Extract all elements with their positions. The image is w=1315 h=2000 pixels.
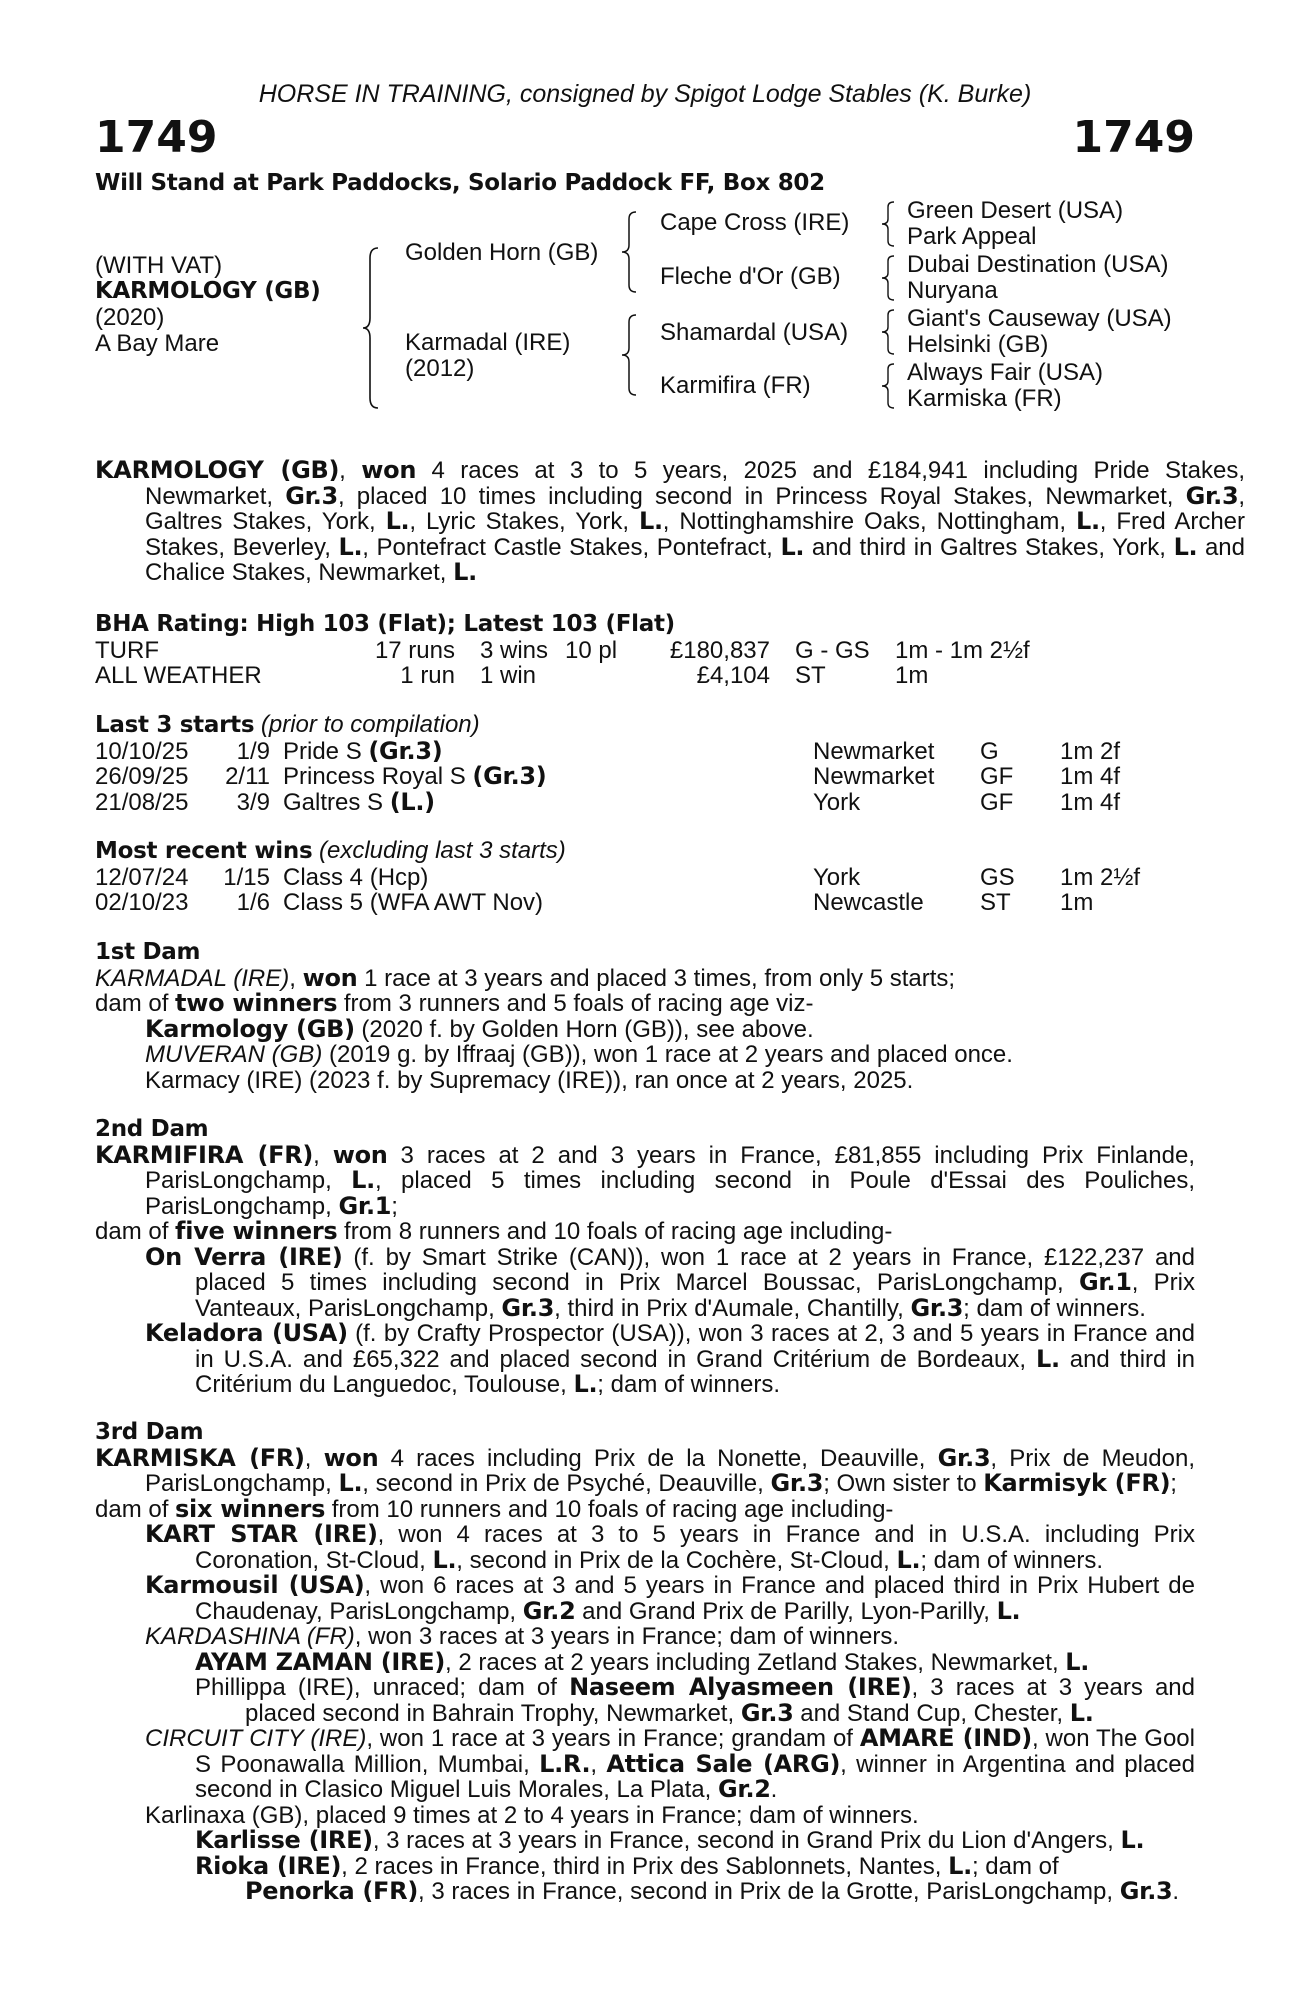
date: 02/10/23: [95, 889, 189, 916]
produce-name: Naseem Alyasmeen (IRE): [569, 1673, 912, 1701]
race-record-summary: KARMOLOGY (GB), won 4 races at 3 to 5 years, 2025 and £184,941 including Pride Stakes, Newmarket, Gr.3, placed 10 times including second in Princess Royal Stakes, Newmarket, Gr.3, Galtres Stakes, York, L., Lyric Stakes, York, L., Nottinghamshire Oaks, Nottingham, L., Fred Archer Stakes, Beverley, L., Pontefract Castle Stakes, Pontefract, L. and third in Galtres Stakes, York, L. and Chalice Stakes, Newmarket, L.: [95, 456, 1246, 586]
produce-text: , winner in Argentina and placed second in Clasico Miguel Luis Morales, La Plata,: [195, 1750, 1195, 1803]
summary-text: , Nottinghamshire Oaks, Nottingham,: [662, 508, 1076, 535]
dam-text: from 3 runners and 5 foals of racing age viz-: [337, 990, 814, 1017]
dam-text: from 10 runners and 10 foals of racing age including-: [325, 1495, 894, 1523]
stabling-location: Will Stand at Park Paddocks, Solario Paddock FF, Box 802: [95, 170, 825, 196]
recent-wins-heading-line: [95, 838, 1195, 865]
produce-name: Keladora (USA): [145, 1319, 348, 1347]
distance: 1m 2f: [1060, 737, 1121, 765]
recent-wins-section: [95, 838, 1195, 916]
produce-text: ; dam of winners.: [920, 1546, 1104, 1574]
wins: 1 win: [480, 662, 537, 689]
surface: TURF: [95, 636, 159, 664]
brace-sd: [880, 254, 896, 302]
produce-text: , 2 races at 2 years including Zetland Stakes, Newmarket,: [445, 1648, 1066, 1676]
position: 1/6: [236, 889, 270, 916]
position: 2/11: [225, 763, 270, 790]
produce-item-penorka: [95, 1879, 1195, 1905]
summary-text: 4 races at 3 to 5 years, 2025 and £184,941 including Pride Stakes, Newmarket,: [145, 457, 1245, 510]
produce-text: (2019 g. by Iffraaj (GB)), won 1 race at 2 years and placed once.: [322, 1041, 1013, 1068]
grade-badge: (Gr.3): [368, 736, 443, 765]
runs: 1 run: [400, 662, 455, 689]
pedigree-dam-dam: Karmifira (FR): [660, 372, 811, 399]
pedigree-chart: [95, 198, 1195, 423]
race: Class 5 (WFA AWT Nov): [283, 889, 544, 916]
position: 3/9: [236, 788, 270, 816]
produce-text: , 3 races at 3 years in France, second in Grand Prix du Lion d'Angers,: [372, 1827, 1121, 1854]
produce-text: and third in Critérium du Languedoc, Toulouse,: [195, 1345, 1195, 1398]
horse-year: (2020): [95, 304, 165, 331]
going: ST: [795, 662, 826, 689]
pedigree-dam: Karmadal (IRE): [405, 329, 571, 356]
recent-wins-heading: Most recent wins: [95, 838, 313, 864]
going: GS: [980, 863, 1015, 891]
grade-badge: Gr.3: [501, 1293, 555, 1322]
distance: 1m 4f: [1060, 788, 1121, 816]
produce-text: Karlinaxa (GB), placed 9 times at 2 to 4 years in France; dam of winners.: [145, 1801, 919, 1829]
listed-badge: L.: [338, 532, 363, 561]
grade-badge: Gr.3: [285, 481, 338, 510]
grade-badge: Gr.2: [522, 1596, 576, 1625]
produce-text: (f. by Crafty Prospector (USA)), won 3 races at 2, 3 and 5 years in France and in U.S.A. and £65,322 and placed second in Grand Critérium de Bordeaux,: [195, 1320, 1196, 1373]
produce-text: Karmacy (IRE) (2023 f. by Supremacy (IRE)), ran once at 2 years, 2025.: [145, 1066, 914, 1094]
pedigree-dam-year: (2012): [405, 355, 475, 382]
pedigree-dd-sire: Always Fair (USA): [907, 359, 1104, 386]
produce-name: CIRCUIT CITY (IRE): [145, 1725, 367, 1752]
last-starts-heading-line: [95, 712, 1195, 739]
course: Newcastle: [813, 889, 924, 916]
brace-ss: [880, 200, 896, 248]
dam-text: ;: [1170, 1470, 1177, 1497]
listed-badge: L.: [1035, 1344, 1060, 1373]
brace-ds: [880, 308, 896, 356]
summary-text: and Chalice Stakes, Newmarket,: [145, 533, 1246, 586]
listed-badge: L.R.: [539, 1749, 591, 1778]
produce-text: and Grand Prix de Parilly, Lyon-Parilly,: [575, 1597, 997, 1625]
listed-badge: L.: [351, 1166, 375, 1194]
earnings: £4,104: [696, 662, 770, 689]
grade-badge: Gr.3: [910, 1293, 964, 1322]
won-label: won: [332, 1140, 388, 1169]
dam-text: 3 races at 2 and 3 years in France, £81,855 including Prix Finlande, ParisLongchamp,: [145, 1141, 1195, 1194]
produce-text: .: [1172, 1878, 1180, 1905]
listed-badge: L.: [573, 1370, 598, 1398]
distance: 1m 4f: [1060, 763, 1121, 790]
rating-row-turf: [95, 638, 1195, 664]
third-dam-heading: 3rd Dam: [95, 1419, 204, 1445]
produce-name: On Verra (IRE): [145, 1242, 343, 1271]
lot-number-right: 1749: [1072, 112, 1195, 163]
winners-count: two winners: [175, 989, 338, 1017]
produce-name: KART STAR (IRE): [145, 1520, 378, 1548]
won-label: won: [361, 456, 417, 484]
produce-item-keladora: [95, 1321, 1195, 1398]
listed-badge: L.: [780, 532, 805, 561]
produce-item-circuit-city: [95, 1726, 1195, 1803]
grade-badge: Gr.3: [937, 1443, 991, 1472]
summary-text: , Pontefract Castle Stakes, Pontefract,: [362, 533, 781, 561]
listed-badge: L.: [432, 1545, 457, 1574]
last-starts-note: (prior to compilation): [260, 711, 480, 738]
grade-badge: Gr.1: [338, 1191, 392, 1220]
vat-note: (WITH VAT): [95, 252, 223, 279]
produce-text: , Prix Vanteaux, ParisLongchamp,: [195, 1269, 1195, 1322]
produce-name: KARDASHINA (FR): [145, 1623, 355, 1650]
produce-text: , won 4 races at 3 to 5 years in France and in U.S.A. including Prix Coronation, St-Cloud,: [195, 1521, 1195, 1574]
third-dam-section: [95, 1420, 1195, 1905]
dam-text: dam of: [95, 1218, 176, 1245]
grade-badge: (Gr.3): [472, 762, 547, 790]
start-row: [95, 736, 1195, 765]
grade-badge: Gr.2: [717, 1775, 771, 1803]
third-dam-produce-summary: [95, 1494, 1195, 1523]
dam-text: 1 race at 3 years and placed 3 times, from only 5 starts;: [357, 964, 956, 992]
pedigree-sire-dam: Fleche d'Or (GB): [660, 263, 841, 290]
grade-badge: Gr.1: [1078, 1268, 1132, 1296]
pedigree-sd-dam: Nuryana: [907, 277, 998, 304]
course: Newmarket: [813, 737, 935, 765]
first-dam-record: KARMADAL (IRE), won 1 race at 3 years and placed 3 times, from only 5 starts;: [95, 963, 956, 992]
produce-text: , 3 races in France, second in Prix de la Grotte, ParisLongchamp,: [418, 1878, 1120, 1905]
runs: 17 runs: [374, 636, 455, 664]
going: G: [980, 737, 999, 765]
produce-name: Karmology (GB): [145, 1014, 355, 1043]
winners-count: five winners: [175, 1217, 338, 1245]
produce-text: , 3 races at 3 years and placed second in Bahrain Trophy, Newmarket,: [245, 1674, 1195, 1727]
produce-text: (2020 f. by Golden Horn (GB)), see above.: [354, 1015, 814, 1043]
summary-text: , placed 10 times including second in Princess Royal Stakes, Newmarket,: [337, 482, 1186, 510]
pedigree-ss-dam: Park Appeal: [907, 223, 1037, 250]
dam-text: , placed 5 times including second in Poule d'Essai des Pouliches, ParisLongchamp,: [145, 1167, 1195, 1220]
produce-item-karlisse: [95, 1828, 1195, 1854]
race: Princess Royal S: [283, 763, 473, 790]
grade-badge: Gr.3: [740, 1698, 794, 1727]
pedigree-sire-sire: Cape Cross (IRE): [660, 209, 850, 236]
first-dam-section: [95, 940, 1195, 1093]
wins: 3 wins: [480, 636, 549, 664]
listed-badge: L.: [896, 1545, 921, 1574]
listed-badge: L.: [948, 1851, 972, 1880]
date: 10/10/25: [95, 737, 189, 765]
bha-rating-heading: BHA Rating: High 103 (Flat); Latest 103 (Flat): [95, 611, 675, 637]
produce-item-karlinaxa: [95, 1803, 1195, 1829]
position: 1/9: [236, 737, 270, 765]
going: G - GS: [795, 636, 870, 664]
second-dam-heading: 2nd Dam: [95, 1116, 209, 1142]
dam-text: dam of: [95, 1495, 176, 1523]
produce-name: Karmousil (USA): [145, 1571, 365, 1599]
dam-text: , second in Prix de Psyché, Deauville,: [362, 1470, 771, 1497]
brace-dam: [620, 313, 638, 398]
going: ST: [980, 889, 1011, 916]
pedigree-sire: Golden Horn (GB): [405, 239, 599, 266]
summary-text: , Galtres Stakes, York,: [145, 482, 1246, 535]
race: Galtres S: [283, 788, 390, 816]
sister-name: Karmisyk (FR): [983, 1469, 1171, 1497]
produce-item-kart-star: [95, 1522, 1195, 1573]
produce-text: , won 1 race at 3 years in France; grandam of: [366, 1725, 860, 1752]
distance: 1m 2½f: [1060, 863, 1141, 891]
distance: 1m - 1m 2½f: [895, 636, 1030, 664]
produce-text: Phillippa (IRE), unraced; dam of: [195, 1674, 570, 1701]
produce-item: [95, 1014, 1195, 1043]
produce-text: , second in Prix de la Cochère, St-Cloud,: [456, 1546, 897, 1574]
earnings: £180,837: [669, 636, 770, 664]
win-row: [95, 865, 1195, 891]
produce-item-phillippa: [95, 1675, 1195, 1726]
course: Newmarket: [813, 763, 935, 790]
grade-badge: Gr.3: [1119, 1877, 1173, 1905]
produce-item-ayam-zaman: [95, 1647, 1195, 1676]
grade-badge: Gr.3: [770, 1469, 824, 1497]
produce-name: Rioka (IRE): [195, 1851, 342, 1880]
won-label: won: [323, 1443, 379, 1472]
produce-text: (f. by Smart Strike (CAN)), won 1 race at 2 years in France, £122,237 and placed 5 times including second in Prix Marcel Boussac, ParisLongchamp,: [195, 1243, 1195, 1296]
going: GF: [980, 788, 1014, 816]
produce-text: , 2 races in France, third in Prix des Sablonnets, Nantes,: [341, 1852, 949, 1880]
listed-badge: L.: [1075, 507, 1100, 535]
dam-text: ;: [391, 1192, 398, 1220]
date: 26/09/25: [95, 763, 189, 790]
produce-item: [95, 1042, 1195, 1068]
consignor-line: HORSE IN TRAINING, consigned by Spigot Lodge Stables (K. Burke): [258, 80, 1032, 108]
dam-text: from 8 runners and 10 foals of racing age including-: [337, 1218, 893, 1245]
listed-badge: L.: [1069, 1698, 1094, 1727]
produce-text: , third in Prix d'Aumale, Chantilly,: [554, 1294, 911, 1322]
dam-text: , Prix de Meudon, ParisLongchamp,: [145, 1444, 1195, 1497]
produce-name: Penorka (FR): [245, 1877, 419, 1905]
listed-badge: L.: [338, 1469, 363, 1497]
pedigree-ds-dam: Helsinki (GB): [907, 331, 1049, 358]
first-dam-heading: 1st Dam: [95, 939, 201, 965]
produce-item-karmousil: [95, 1573, 1195, 1624]
produce-text: ; dam of winners.: [963, 1294, 1146, 1322]
horse-name: KARMOLOGY (GB): [95, 278, 321, 304]
third-dam-record: KARMISKA (FR), won 4 races including Prix de la Nonette, Deauville, Gr.3, Prix de Meudon, ParisLongchamp, L., second in Prix de Psyché, Deauville, Gr.3; Own sister to Karmisyk (FR);: [95, 1443, 1195, 1497]
race: Class 4 (Hcp): [283, 863, 429, 891]
first-dam-produce-summary: [95, 991, 1195, 1017]
summary-horse-name: KARMOLOGY (GB): [95, 456, 340, 484]
dam-name: KARMISKA (FR): [95, 1443, 305, 1472]
pedigree-sd-sire: Dubai Destination (USA): [907, 251, 1169, 278]
race: Pride S: [283, 737, 369, 765]
listed-badge: L.: [1173, 532, 1198, 561]
brace-dd: [880, 362, 896, 410]
produce-item-kardashina: [95, 1624, 1195, 1650]
dam-name: KARMADAL (IRE): [95, 964, 290, 992]
grandchild-name: Attica Sale (ARG): [606, 1749, 841, 1778]
course: York: [813, 863, 861, 891]
recent-wins-note: (excluding last 3 starts): [319, 837, 566, 864]
grade-badge: Gr.3: [1185, 481, 1239, 510]
date: 12/07/24: [95, 863, 189, 891]
summary-text: , Lyric Stakes, York,: [409, 508, 639, 535]
produce-text: ; dam of winners.: [597, 1371, 781, 1398]
second-dam-record: KARMIFIRA (FR), won 3 races at 2 and 3 years in France, £81,855 including Prix Finlande, ParisLongchamp, L., placed 5 times including second in Poule d'Essai des Pouliches, ParisLongchamp, Gr.1;: [95, 1140, 1195, 1220]
bha-rating-section: [95, 612, 1195, 689]
surface: ALL WEATHER: [95, 662, 262, 689]
winners-count: six winners: [175, 1494, 326, 1523]
produce-text: ,: [590, 1750, 607, 1778]
last-starts-section: [95, 712, 1195, 815]
second-dam-section: [95, 1117, 1195, 1398]
going: GF: [980, 763, 1014, 790]
pedigree-dam-sire: Shamardal (USA): [660, 319, 849, 346]
listed-badge: L.: [385, 507, 410, 535]
rating-row-all-weather: [95, 663, 1195, 689]
course: York: [813, 788, 861, 816]
brace-sire: [620, 210, 638, 295]
pedigree-ds-sire: Giant's Causeway (USA): [907, 305, 1172, 332]
start-row: [95, 787, 1195, 816]
summary-text: , Fred Archer Stakes, Beverley,: [145, 508, 1246, 561]
date: 21/08/25: [95, 788, 189, 816]
second-dam-produce-summary: [95, 1219, 1195, 1245]
dam-text: 4 races including Prix de la Nonette, Deauville,: [378, 1444, 938, 1472]
produce-name: AYAM ZAMAN (IRE): [195, 1647, 445, 1676]
listed-badge: L.: [996, 1596, 1021, 1625]
last-starts-heading: Last 3 starts: [95, 712, 255, 738]
produce-text: and Stand Cup, Chester,: [793, 1699, 1070, 1727]
produce-name: MUVERAN (GB): [145, 1041, 323, 1068]
listed-badge: L.: [638, 507, 663, 535]
produce-text: , won 3 races at 3 years in France; dam of winners.: [354, 1623, 900, 1650]
start-row: [95, 764, 1195, 790]
position: 1/15: [223, 863, 270, 891]
won-label: won: [302, 963, 358, 992]
brace-main: [360, 246, 380, 411]
horse-description: A Bay Mare: [95, 330, 220, 357]
produce-item-on-verra: [95, 1242, 1195, 1322]
grandchild-name: AMARE (IND): [859, 1724, 1032, 1752]
summary-text: and third in Galtres Stakes, York,: [804, 533, 1174, 561]
produce-text: , won 6 races at 3 and 5 years in France and placed third in Prix Hubert de Chaudenay, ParisLongchamp,: [195, 1572, 1195, 1625]
distance: 1m: [1060, 889, 1094, 916]
pedigree-dd-dam: Karmiska (FR): [907, 385, 1062, 412]
produce-name: Karlisse (IRE): [195, 1826, 373, 1854]
dam-text: ; Own sister to: [823, 1470, 984, 1497]
listed-badge: L.: [1120, 1826, 1145, 1854]
dam-text: dam of: [95, 990, 176, 1017]
listed-badge: L.: [1065, 1647, 1090, 1676]
produce-text: , won The Gool S Poonawalla Million, Mumbai,: [195, 1725, 1195, 1778]
produce-text: ; dam of: [971, 1852, 1059, 1880]
produce-item: [95, 1068, 1195, 1094]
dam-name: KARMIFIRA (FR): [95, 1140, 314, 1169]
placed: 10 pl: [565, 636, 618, 664]
lot-number-left: 1749: [95, 112, 218, 163]
distance: 1m: [895, 662, 929, 689]
win-row: [95, 890, 1195, 916]
produce-item-rioka: [95, 1851, 1195, 1880]
pedigree-ss-sire: Green Desert (USA): [907, 197, 1124, 224]
grade-badge: (L.): [389, 787, 435, 816]
produce-text: .: [770, 1776, 778, 1803]
listed-badge: L.: [453, 558, 477, 586]
